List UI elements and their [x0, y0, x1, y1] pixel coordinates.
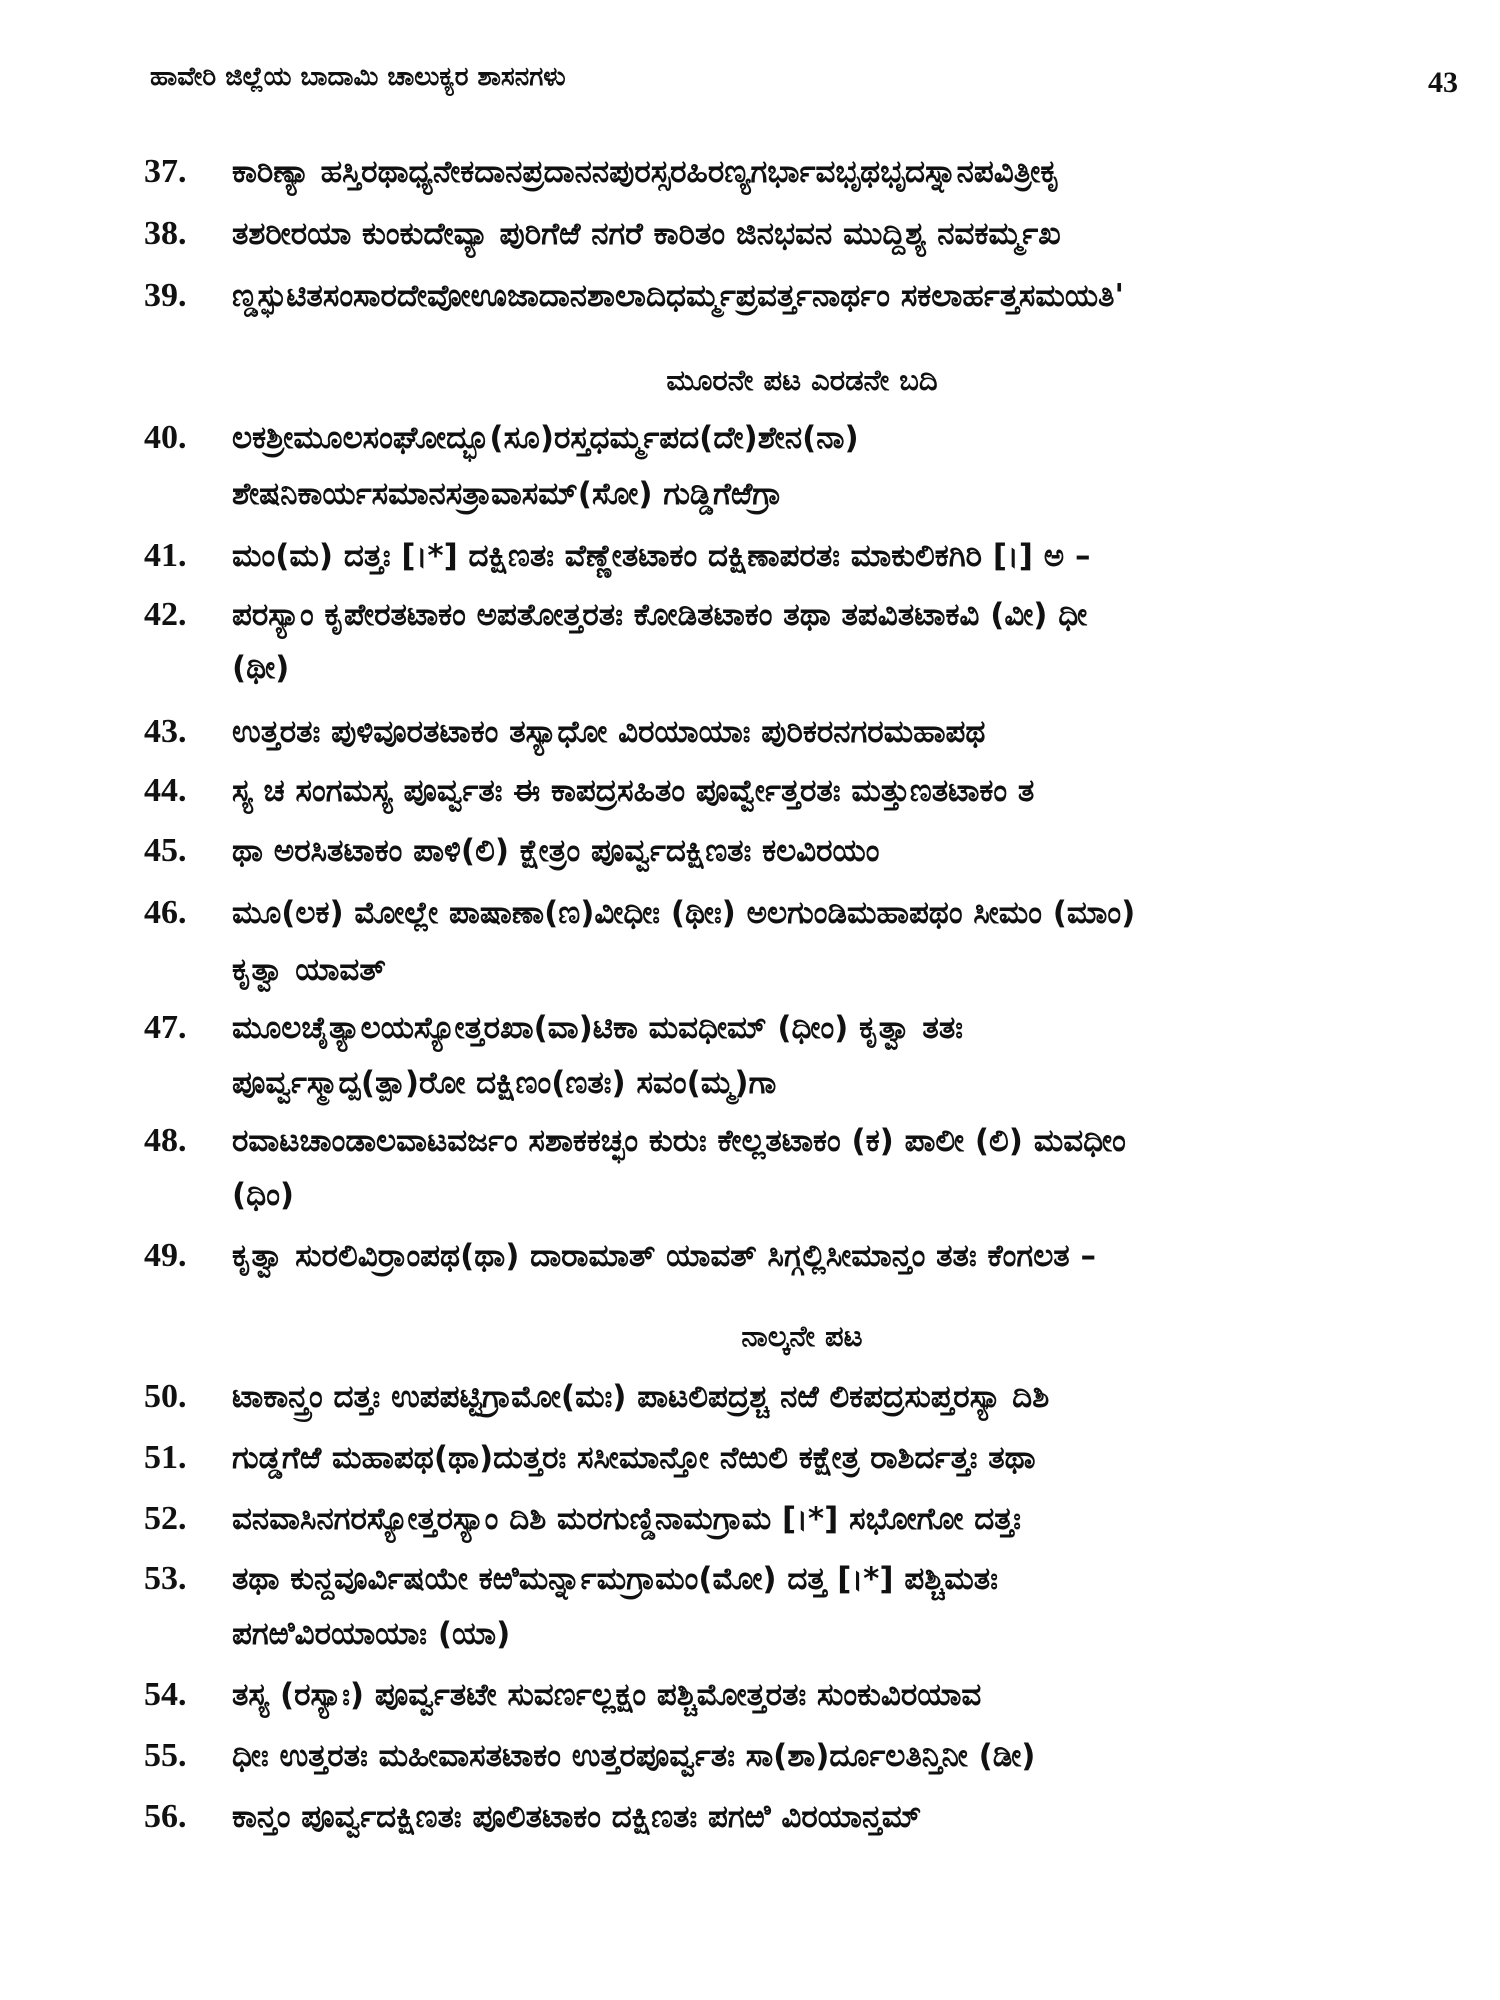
line-number: 54.: [144, 1676, 187, 1713]
line-number: 44.: [144, 772, 187, 809]
line-text: ಧೀಃ ಉತ್ತರತಃ ಮಹೀವಾಸತಟಾಕಂ ಉತ್ತರಪೂರ್ವ್ವತಃ ಸಾ(ಶಾ)ರ್ದೂಲತಿನ್ತಿನೀ (ಡೀ): [232, 1738, 1036, 1774]
line-number: 41.: [144, 537, 187, 574]
line-text: ಮಂ(ಮ) ದತ್ತಃ [।*] ದಕ್ಷಿಣತಃ ವೆಣ್ಣೇತಟಾಕಂ ದಕ್ಷಿಣಾಪರತಃ ಮಾಕುಲಿಕಗಿರಿ [।] ಅ –: [232, 538, 1091, 574]
line-number: 50.: [144, 1378, 187, 1415]
line-text-continuation: ಕೃತ್ವಾ ಯಾವತ್: [232, 952, 386, 988]
line-number: 53.: [144, 1560, 187, 1597]
line-text: ಥಾ ಅರಸಿತಟಾಕಂ ಪಾಳಿ(ಲಿ) ಕ್ಷೇತ್ರಂ ಪೂರ್ವ್ವದಕ್ಷಿಣತಃ ಕಲವಿರಯಂ: [232, 833, 880, 869]
line-number: 56.: [144, 1798, 187, 1835]
line-number: 38.: [144, 215, 187, 252]
line-text: ಕಾರಿಣ್ಯಾ ಹಸ್ತಿರಥಾಧ್ಯನೇಕದಾನಪ್ರದಾನನಪುರಸ್ಸರಹಿರಣ್ಯಗರ್ಭಾವಭೃಥಭೃದಸ್ನಾನಪವಿತ್ರೀಕೃ: [232, 154, 1060, 190]
line-number: 49.: [144, 1237, 187, 1274]
page-number: 43: [1428, 66, 1458, 99]
line-number: 47.: [144, 1009, 187, 1046]
section-heading: ಮೂರನೇ ಪಟ ಎರಡನೇ ಬದಿ: [666, 363, 938, 397]
line-text: ಗುಡ್ಡಗೆಱೆ ಮಹಾಪಥ(ಥಾ)ದುತ್ತರಃ ಸಸೀಮಾನ್ತೋ ನೆಱುಲಿ ಕಕ್ಷೇತ್ರ ರಾಶಿರ್ದತ್ತಃ ತಥಾ: [232, 1440, 1036, 1476]
line-text: ಟಾಕಾನ್ತ್ರಂ ದತ್ತಃ ಉಪಪಟ್ಟಿಗ್ರಾಮೋ(ಮಃ) ಪಾಟಲಿಪದ್ರಶ್ಚ ನಱೆ ಲಿಕಪದ್ರಸುಪ್ತರಸ್ಯಾ ದಿಶಿ: [232, 1379, 1050, 1415]
line-number: 48.: [144, 1122, 187, 1159]
line-text: ಕೃತ್ವಾ ಸುರಲಿವಿರ್ರಾಂಪಥ(ಥಾ) ದಾರಾಮಾತ್ ಯಾವತ್ ಸಿಗ್ಗಲ್ಲಿಸೀಮಾನ್ತಂ ತತಃ ಕೆಂಗಲತ –: [232, 1238, 1097, 1274]
line-text: ಮೂ(ಲಕ) ಮೋಲ್ಲೇ ಪಾಷಾಣಾ(ಣ)ವೀಧೀಃ (ಥೀಃ) ಅಲಗುಂಡಿಮಹಾಪಥಂ ಸೀಮಂ (ಮಾಂ): [232, 895, 1136, 931]
line-text: ಕಾನ್ತಂ ಪೂರ್ವ್ವದಕ್ಷಿಣತಃ ಪೂಲಿತಟಾಕಂ ದಕ್ಷಿಣತಃ ಪಗಱಿ ವಿರಯಾನ್ತಮ್: [232, 1799, 922, 1835]
line-text: ಉತ್ತರತಃ ಪುಳಿವೂರತಟಾಕಂ ತಸ್ಯಾಧೋ ವಿರಯಾಯಾಃ ಪುರಿಕರನಗರಮಹಾಪಥ: [232, 714, 986, 750]
line-text-continuation: ಪೂರ್ವ್ವಸ್ಮಾದ್ಪ(ತ್ಪಾ)ರೋ ದಕ್ಷಿಣಂ(ಣತಃ) ಸವಂ(ಮ್ಮ)ಗಾ: [232, 1065, 777, 1101]
line-text: ವನವಾಸಿನಗರಸ್ಯೋತ್ತರಸ್ಯಾಂ ದಿಶಿ ಮರಗುಣ್ಡಿನಾಮಗ್ರಾಮ [।*] ಸಭೋಗೋ ದತ್ತಃ: [232, 1501, 1022, 1537]
line-text: ಲಕಶ್ರೀಮೂಲಸಂಘೋದ್ಭೂ(ಸೂ)ರಸ್ತಧರ್ಮ್ಮಪದ(ದೇ)ಶೇನ(ನಾ): [232, 420, 859, 456]
line-number: 37.: [144, 153, 187, 190]
line-number: 43.: [144, 713, 187, 750]
line-text-continuation: ಪಗಱಿವಿರಯಾಯಾಃ (ಯಾ): [232, 1616, 511, 1652]
line-number: 52.: [144, 1500, 187, 1537]
line-text: ರವಾಟಚಾಂಡಾಲವಾಟವರ್ಜಂ ಸಶಾಕಕಚ್ಛಂ ಕುರುಃ ಕೇಲ್ಲತಟಾಕಂ (ಕ) ಪಾಲೀ (ಲಿ) ಮವಧೀಂ: [232, 1123, 1126, 1159]
running-header: ಹಾವೇರಿ ಜಿಲ್ಲೆಯ ಬಾದಾಮಿ ಚಾಲುಕ್ಯರ ಶಾಸನಗಳು: [150, 62, 566, 92]
line-number: 45.: [144, 832, 187, 869]
line-text: ಣ್ಡಸ್ಫುಟಿತಸಂಸಾರದೇವೋಊಜಾದಾನಶಾಲಾದಿಧರ್ಮ್ಮಪ್ರವರ್ತ್ತನಾರ್ಥಂ ಸಕಲಾರ್ಹತ್ತಸಮಯತಿ': [232, 278, 1124, 314]
line-number: 39.: [144, 277, 187, 314]
line-text: ಮೂಲಚೈತ್ಯಾಲಯಸ್ಯೋತ್ತರಖಾ(ವಾ)ಟಿಕಾ ಮವಧೀಮ್ (ಧೀಂ) ಕೃತ್ವಾ ತತಃ: [232, 1010, 963, 1046]
line-text: ತಸ್ಯ (ರಸ್ಯಾಃ) ಪೂರ್ವ್ವತಟೇ ಸುವರ್ಣಲ್ಲಕ್ಷಂ ಪಶ್ಚಿಮೋತ್ತರತಃ ಸುಂಕುವಿರಯಾವ: [232, 1677, 982, 1713]
line-text: ಪರಸ್ಯಾಂ ಕೃಪೇರತಟಾಕಂ ಅಪತೋತ್ತರತಃ ಕೋಡಿತಟಾಕಂ ತಥಾ ತಪವಿತಟಾಕವಿ (ವೀ) ಧೀ: [232, 597, 1088, 633]
line-number: 51.: [144, 1439, 187, 1476]
line-text: ಸ್ಯ ಚ ಸಂಗಮಸ್ಯ ಪೂರ್ವ್ವತಃ ಈ ಕಾಪದ್ರಸಹಿತಂ ಪೂರ್ವ್ವೇತ್ತರತಃ ಮತ್ತುಣತಟಾಕಂ ತ: [232, 773, 1035, 809]
line-number: 46.: [144, 894, 187, 931]
line-text-continuation: (ಧಿಂ): [232, 1177, 295, 1213]
line-text-continuation: (ಥೀ): [232, 650, 290, 686]
line-text-continuation: ಶೇಷನಿಕಾರ್ಯಸಮಾನಸತ್ರಾವಾಸಮ್(ಸೋ) ಗುಡ್ಡಿಗೆಱೆಗ್ರಾ: [232, 476, 782, 512]
line-text: ತಥಾ ಕುನ್ದವೂರ್ವಿಷಯೇ ಕಱಿಮರ್ನ್ನಾಮಗ್ರಾಮಂ(ಮೋ) ದತ್ತ [।*] ಪಶ್ಚಿಮತಃ: [232, 1561, 998, 1597]
line-number: 40.: [144, 419, 187, 456]
line-number: 42.: [144, 596, 187, 633]
section-heading: ನಾಲ್ಕನೇ ಪಟ: [741, 1319, 863, 1353]
line-number: 55.: [144, 1737, 187, 1774]
line-text: ತಶರೀರಯಾ ಕುಂಕುದೇವ್ಯಾ ಪುರಿಗೆಱೆ ನಗರೆ ಕಾರಿತಂ ಜಿನಭವನ ಮುದ್ದಿಶ್ಯ ನವಕರ್ಮ್ಮಖ: [232, 216, 1061, 252]
